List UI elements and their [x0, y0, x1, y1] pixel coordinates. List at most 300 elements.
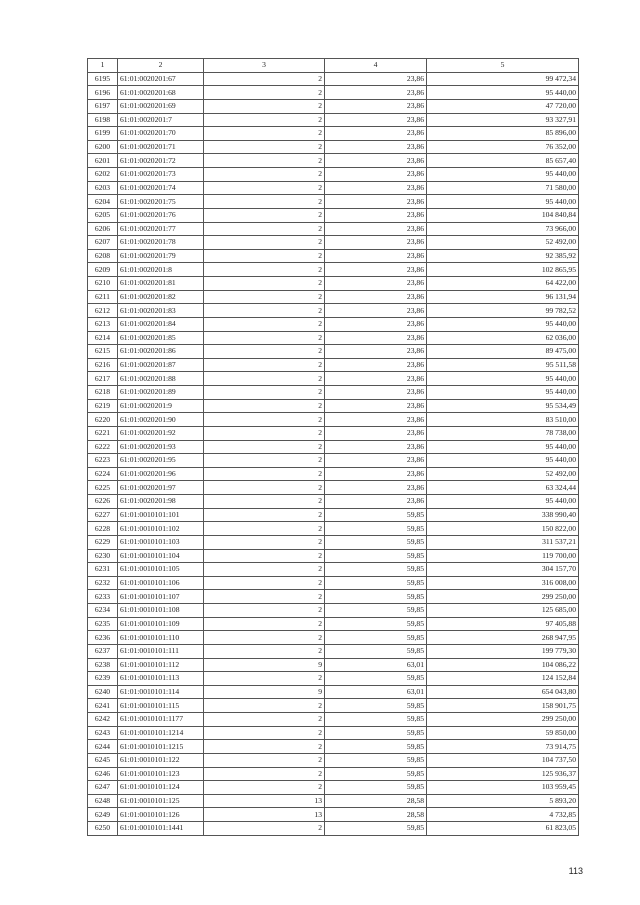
table-row [88, 222, 579, 236]
cadastral-number: 61:01:0010101:1215 [118, 740, 204, 754]
column-4-value: 23,86 [325, 440, 427, 454]
column-5-value: 76 352,00 [427, 140, 579, 154]
cadastral-number: 61:01:0010101:110 [118, 631, 204, 645]
column-5-value: 85 896,00 [427, 127, 579, 141]
table-row [88, 358, 579, 372]
table-row [88, 508, 579, 522]
column-4-value: 23,86 [325, 372, 427, 386]
column-3-value: 2 [204, 222, 325, 236]
column-4-value: 59,85 [325, 767, 427, 781]
column-5-value: 654 043,80 [427, 685, 579, 699]
row-number: 6220 [88, 413, 118, 427]
row-number: 6233 [88, 590, 118, 604]
column-5-value: 316 008,00 [427, 576, 579, 590]
column-3-value: 2 [204, 549, 325, 563]
column-4-value: 59,85 [325, 508, 427, 522]
row-number: 6244 [88, 740, 118, 754]
column-5-value: 125 685,00 [427, 604, 579, 618]
column-5-value: 104 737,50 [427, 753, 579, 767]
row-number: 6236 [88, 631, 118, 645]
row-number: 6218 [88, 386, 118, 400]
column-5-value: 95 440,00 [427, 168, 579, 182]
cadastral-number: 61:01:0010101:114 [118, 685, 204, 699]
cadastral-number: 61:01:0020201:82 [118, 290, 204, 304]
column-4-value: 23,86 [325, 86, 427, 100]
column-3-value: 2 [204, 753, 325, 767]
column-3-value: 2 [204, 236, 325, 250]
table-row [88, 277, 579, 291]
column-4-value: 23,86 [325, 222, 427, 236]
row-number: 6204 [88, 195, 118, 209]
row-number: 6230 [88, 549, 118, 563]
row-number: 6240 [88, 685, 118, 699]
column-5-value: 85 657,40 [427, 154, 579, 168]
column-3-value: 2 [204, 576, 325, 590]
table-row [88, 590, 579, 604]
row-number: 6235 [88, 617, 118, 631]
column-5-value: 61 823,05 [427, 822, 579, 836]
table-row [88, 658, 579, 672]
column-3-value: 2 [204, 277, 325, 291]
column-3-value: 9 [204, 685, 325, 699]
row-number: 6195 [88, 72, 118, 86]
column-5-value: 95 440,00 [427, 454, 579, 468]
column-5-value: 119 700,00 [427, 549, 579, 563]
cadastral-number: 61:01:0010101:103 [118, 535, 204, 549]
column-4-value: 23,86 [325, 154, 427, 168]
cadastral-number: 61:01:0020201:87 [118, 358, 204, 372]
column-3-value: 2 [204, 617, 325, 631]
row-number: 6248 [88, 794, 118, 808]
column-4-value: 59,85 [325, 590, 427, 604]
table-row [88, 72, 579, 86]
cadastral-number: 61:01:0010101:122 [118, 753, 204, 767]
row-number: 6219 [88, 399, 118, 413]
column-5-value: 92 385,92 [427, 249, 579, 263]
column-3-value: 2 [204, 413, 325, 427]
row-number: 6210 [88, 277, 118, 291]
cadastral-number: 61:01:0010101:1441 [118, 822, 204, 836]
column-header-2: 2 [118, 59, 204, 73]
column-4-value: 59,85 [325, 631, 427, 645]
row-number: 6222 [88, 440, 118, 454]
column-3-value: 9 [204, 658, 325, 672]
row-number: 6215 [88, 345, 118, 359]
column-4-value: 59,85 [325, 563, 427, 577]
column-3-value: 2 [204, 522, 325, 536]
row-number: 6224 [88, 467, 118, 481]
cadastral-number: 61:01:0020201:7 [118, 113, 204, 127]
row-number: 6242 [88, 713, 118, 727]
cadastral-number: 61:01:0020201:95 [118, 454, 204, 468]
cadastral-number: 61:01:0010101:105 [118, 563, 204, 577]
table-row [88, 168, 579, 182]
column-header-1: 1 [88, 59, 118, 73]
column-4-value: 59,85 [325, 713, 427, 727]
column-3-value: 2 [204, 195, 325, 209]
column-3-value: 2 [204, 345, 325, 359]
row-number: 6198 [88, 113, 118, 127]
row-number: 6200 [88, 140, 118, 154]
column-4-value: 23,86 [325, 495, 427, 509]
column-4-value: 23,86 [325, 168, 427, 182]
row-number: 6225 [88, 481, 118, 495]
row-number: 6243 [88, 726, 118, 740]
column-5-value: 95 440,00 [427, 495, 579, 509]
table-row [88, 372, 579, 386]
column-5-value: 52 492,00 [427, 467, 579, 481]
column-3-value: 2 [204, 86, 325, 100]
cadastral-number: 61:01:0020201:90 [118, 413, 204, 427]
column-3-value: 2 [204, 699, 325, 713]
column-5-value: 83 510,00 [427, 413, 579, 427]
column-4-value: 23,86 [325, 345, 427, 359]
cadastral-number: 61:01:0020201:71 [118, 140, 204, 154]
column-3-value: 2 [204, 304, 325, 318]
cadastral-number: 61:01:0020201:8 [118, 263, 204, 277]
column-3-value: 2 [204, 781, 325, 795]
column-5-value: 104 840,84 [427, 208, 579, 222]
page-number: 113 [568, 866, 583, 876]
row-number: 6205 [88, 208, 118, 222]
column-4-value: 23,86 [325, 317, 427, 331]
column-3-value: 2 [204, 563, 325, 577]
table-row [88, 576, 579, 590]
row-number: 6239 [88, 672, 118, 686]
table-row [88, 140, 579, 154]
column-3-value: 13 [204, 808, 325, 822]
column-4-value: 23,86 [325, 386, 427, 400]
column-5-value: 99 782,52 [427, 304, 579, 318]
row-number: 6203 [88, 181, 118, 195]
row-number: 6229 [88, 535, 118, 549]
cadastral-number: 61:01:0020201:98 [118, 495, 204, 509]
column-5-value: 89 475,00 [427, 345, 579, 359]
table-row [88, 713, 579, 727]
cadastral-number: 61:01:0020201:84 [118, 317, 204, 331]
column-5-value: 71 580,00 [427, 181, 579, 195]
table-row [88, 413, 579, 427]
table-row [88, 604, 579, 618]
table-row [88, 740, 579, 754]
column-5-value: 311 537,21 [427, 535, 579, 549]
row-number: 6202 [88, 168, 118, 182]
cadastral-number: 61:01:0020201:86 [118, 345, 204, 359]
row-number: 6206 [88, 222, 118, 236]
table-row [88, 644, 579, 658]
column-5-value: 63 324,44 [427, 481, 579, 495]
column-4-value: 59,85 [325, 644, 427, 658]
column-5-value: 78 738,00 [427, 426, 579, 440]
cadastral-number: 61:01:0010101:104 [118, 549, 204, 563]
cadastral-number: 61:01:0010101:124 [118, 781, 204, 795]
cadastral-number: 61:01:0010101:115 [118, 699, 204, 713]
column-3-value: 2 [204, 508, 325, 522]
column-3-value: 2 [204, 426, 325, 440]
column-header-5: 5 [427, 59, 579, 73]
table-row [88, 113, 579, 127]
table-body [88, 72, 579, 835]
cadastral-number: 61:01:0020201:83 [118, 304, 204, 318]
cadastral-number: 61:01:0020201:76 [118, 208, 204, 222]
cadastral-number: 61:01:0010101:112 [118, 658, 204, 672]
cadastral-number: 61:01:0020201:85 [118, 331, 204, 345]
column-3-value: 2 [204, 72, 325, 86]
column-4-value: 28,58 [325, 794, 427, 808]
table-row [88, 399, 579, 413]
table-row [88, 699, 579, 713]
column-4-value: 23,86 [325, 113, 427, 127]
data-table [87, 58, 579, 836]
table-row [88, 617, 579, 631]
cadastral-number: 61:01:0020201:73 [118, 168, 204, 182]
column-5-value: 95 440,00 [427, 86, 579, 100]
row-number: 6245 [88, 753, 118, 767]
row-number: 6227 [88, 508, 118, 522]
row-number: 6213 [88, 317, 118, 331]
column-4-value: 23,86 [325, 358, 427, 372]
column-5-value: 103 959,45 [427, 781, 579, 795]
column-4-value: 23,86 [325, 413, 427, 427]
column-4-value: 59,85 [325, 617, 427, 631]
column-4-value: 23,86 [325, 454, 427, 468]
cadastral-number: 61:01:0020201:89 [118, 386, 204, 400]
column-4-value: 59,85 [325, 672, 427, 686]
column-3-value: 13 [204, 794, 325, 808]
column-4-value: 23,86 [325, 127, 427, 141]
column-4-value: 23,86 [325, 331, 427, 345]
column-header-4: 4 [325, 59, 427, 73]
cadastral-number: 61:01:0020201:78 [118, 236, 204, 250]
column-4-value: 23,86 [325, 467, 427, 481]
column-4-value: 63,01 [325, 658, 427, 672]
row-number: 6217 [88, 372, 118, 386]
row-number: 6237 [88, 644, 118, 658]
column-3-value: 2 [204, 358, 325, 372]
column-3-value: 2 [204, 590, 325, 604]
table-row [88, 440, 579, 454]
cadastral-number: 61:01:0020201:93 [118, 440, 204, 454]
column-3-value: 2 [204, 495, 325, 509]
column-4-value: 23,86 [325, 399, 427, 413]
table-row [88, 195, 579, 209]
column-3-value: 2 [204, 168, 325, 182]
cadastral-number: 61:01:0020201:70 [118, 127, 204, 141]
cadastral-number: 61:01:0020201:77 [118, 222, 204, 236]
table-row [88, 304, 579, 318]
table-row [88, 154, 579, 168]
cadastral-number: 61:01:0010101:109 [118, 617, 204, 631]
column-3-value: 2 [204, 372, 325, 386]
column-4-value: 59,85 [325, 604, 427, 618]
column-3-value: 2 [204, 454, 325, 468]
row-number: 6216 [88, 358, 118, 372]
column-4-value: 23,86 [325, 195, 427, 209]
column-3-value: 2 [204, 713, 325, 727]
column-5-value: 62 036,00 [427, 331, 579, 345]
column-4-value: 59,85 [325, 822, 427, 836]
table-row [88, 345, 579, 359]
table-row [88, 685, 579, 699]
column-5-value: 199 779,30 [427, 644, 579, 658]
column-4-value: 23,86 [325, 290, 427, 304]
table-row [88, 426, 579, 440]
row-number: 6250 [88, 822, 118, 836]
cadastral-number: 61:01:0010101:106 [118, 576, 204, 590]
table-row [88, 535, 579, 549]
column-3-value: 2 [204, 208, 325, 222]
table-row [88, 822, 579, 836]
column-4-value: 23,86 [325, 263, 427, 277]
row-number: 6247 [88, 781, 118, 795]
column-3-value: 2 [204, 154, 325, 168]
row-number: 6199 [88, 127, 118, 141]
column-5-value: 95 440,00 [427, 386, 579, 400]
column-4-value: 59,85 [325, 522, 427, 536]
table-row [88, 208, 579, 222]
column-3-value: 2 [204, 331, 325, 345]
column-5-value: 96 131,94 [427, 290, 579, 304]
column-4-value: 23,86 [325, 208, 427, 222]
column-5-value: 95 440,00 [427, 317, 579, 331]
column-4-value: 59,85 [325, 699, 427, 713]
table-row [88, 249, 579, 263]
row-number: 6221 [88, 426, 118, 440]
table-row [88, 808, 579, 822]
column-5-value: 268 947,95 [427, 631, 579, 645]
column-3-value: 2 [204, 631, 325, 645]
row-number: 6197 [88, 99, 118, 113]
column-4-value: 23,86 [325, 426, 427, 440]
table-row [88, 331, 579, 345]
cadastral-number: 61:01:0010101:126 [118, 808, 204, 822]
column-5-value: 47 720,00 [427, 99, 579, 113]
table-row [88, 563, 579, 577]
column-3-value: 2 [204, 317, 325, 331]
column-3-value: 2 [204, 249, 325, 263]
cadastral-number: 61:01:0010101:1177 [118, 713, 204, 727]
table-row [88, 781, 579, 795]
table-row [88, 263, 579, 277]
cadastral-number: 61:01:0020201:74 [118, 181, 204, 195]
cadastral-number: 61:01:0010101:108 [118, 604, 204, 618]
column-5-value: 95 511,58 [427, 358, 579, 372]
cadastral-number: 61:01:0010101:101 [118, 508, 204, 522]
cadastral-number: 61:01:0020201:79 [118, 249, 204, 263]
table-header-row [88, 59, 579, 73]
table-row [88, 794, 579, 808]
row-number: 6238 [88, 658, 118, 672]
cadastral-number: 61:01:0020201:92 [118, 426, 204, 440]
column-5-value: 95 440,00 [427, 440, 579, 454]
column-3-value: 2 [204, 127, 325, 141]
column-3-value: 2 [204, 481, 325, 495]
row-number: 6212 [88, 304, 118, 318]
cadastral-number: 61:01:0020201:9 [118, 399, 204, 413]
column-5-value: 93 327,91 [427, 113, 579, 127]
row-number: 6208 [88, 249, 118, 263]
column-4-value: 59,85 [325, 726, 427, 740]
cadastral-number: 61:01:0010101:111 [118, 644, 204, 658]
column-4-value: 28,58 [325, 808, 427, 822]
column-5-value: 5 893,20 [427, 794, 579, 808]
column-3-value: 2 [204, 467, 325, 481]
column-3-value: 2 [204, 672, 325, 686]
column-3-value: 2 [204, 535, 325, 549]
column-5-value: 97 405,88 [427, 617, 579, 631]
row-number: 6249 [88, 808, 118, 822]
row-number: 6234 [88, 604, 118, 618]
column-4-value: 23,86 [325, 181, 427, 195]
table-row [88, 236, 579, 250]
column-5-value: 59 850,00 [427, 726, 579, 740]
column-3-value: 2 [204, 290, 325, 304]
row-number: 6228 [88, 522, 118, 536]
column-4-value: 23,86 [325, 481, 427, 495]
table-row [88, 181, 579, 195]
column-4-value: 23,86 [325, 249, 427, 263]
column-5-value: 158 901,75 [427, 699, 579, 713]
table-row [88, 481, 579, 495]
table-row [88, 767, 579, 781]
table-row [88, 631, 579, 645]
column-4-value: 23,86 [325, 236, 427, 250]
column-5-value: 125 936,37 [427, 767, 579, 781]
column-4-value: 59,85 [325, 753, 427, 767]
cadastral-number: 61:01:0020201:67 [118, 72, 204, 86]
column-5-value: 304 157,70 [427, 563, 579, 577]
column-5-value: 104 086,22 [427, 658, 579, 672]
table-row [88, 99, 579, 113]
table-row [88, 522, 579, 536]
column-5-value: 99 472,34 [427, 72, 579, 86]
column-5-value: 338 990,40 [427, 508, 579, 522]
cadastral-number: 61:01:0010101:125 [118, 794, 204, 808]
row-number: 6226 [88, 495, 118, 509]
row-number: 6232 [88, 576, 118, 590]
column-4-value: 23,86 [325, 72, 427, 86]
column-5-value: 52 492,00 [427, 236, 579, 250]
column-3-value: 2 [204, 113, 325, 127]
column-3-value: 2 [204, 740, 325, 754]
column-3-value: 2 [204, 604, 325, 618]
table-row [88, 726, 579, 740]
row-number: 6231 [88, 563, 118, 577]
row-number: 6207 [88, 236, 118, 250]
column-3-value: 2 [204, 140, 325, 154]
column-4-value: 59,85 [325, 549, 427, 563]
column-3-value: 2 [204, 99, 325, 113]
cadastral-number: 61:01:0020201:81 [118, 277, 204, 291]
table-row [88, 549, 579, 563]
row-number: 6196 [88, 86, 118, 100]
column-5-value: 150 822,00 [427, 522, 579, 536]
cadastral-number: 61:01:0020201:69 [118, 99, 204, 113]
column-3-value: 2 [204, 386, 325, 400]
table-row [88, 454, 579, 468]
column-3-value: 2 [204, 263, 325, 277]
column-5-value: 73 966,00 [427, 222, 579, 236]
column-3-value: 2 [204, 726, 325, 740]
row-number: 6214 [88, 331, 118, 345]
column-5-value: 95 440,00 [427, 372, 579, 386]
column-5-value: 299 250,00 [427, 590, 579, 604]
column-5-value: 95 534,49 [427, 399, 579, 413]
column-4-value: 23,86 [325, 304, 427, 318]
column-4-value: 23,86 [325, 140, 427, 154]
row-number: 6211 [88, 290, 118, 304]
table-row [88, 467, 579, 481]
